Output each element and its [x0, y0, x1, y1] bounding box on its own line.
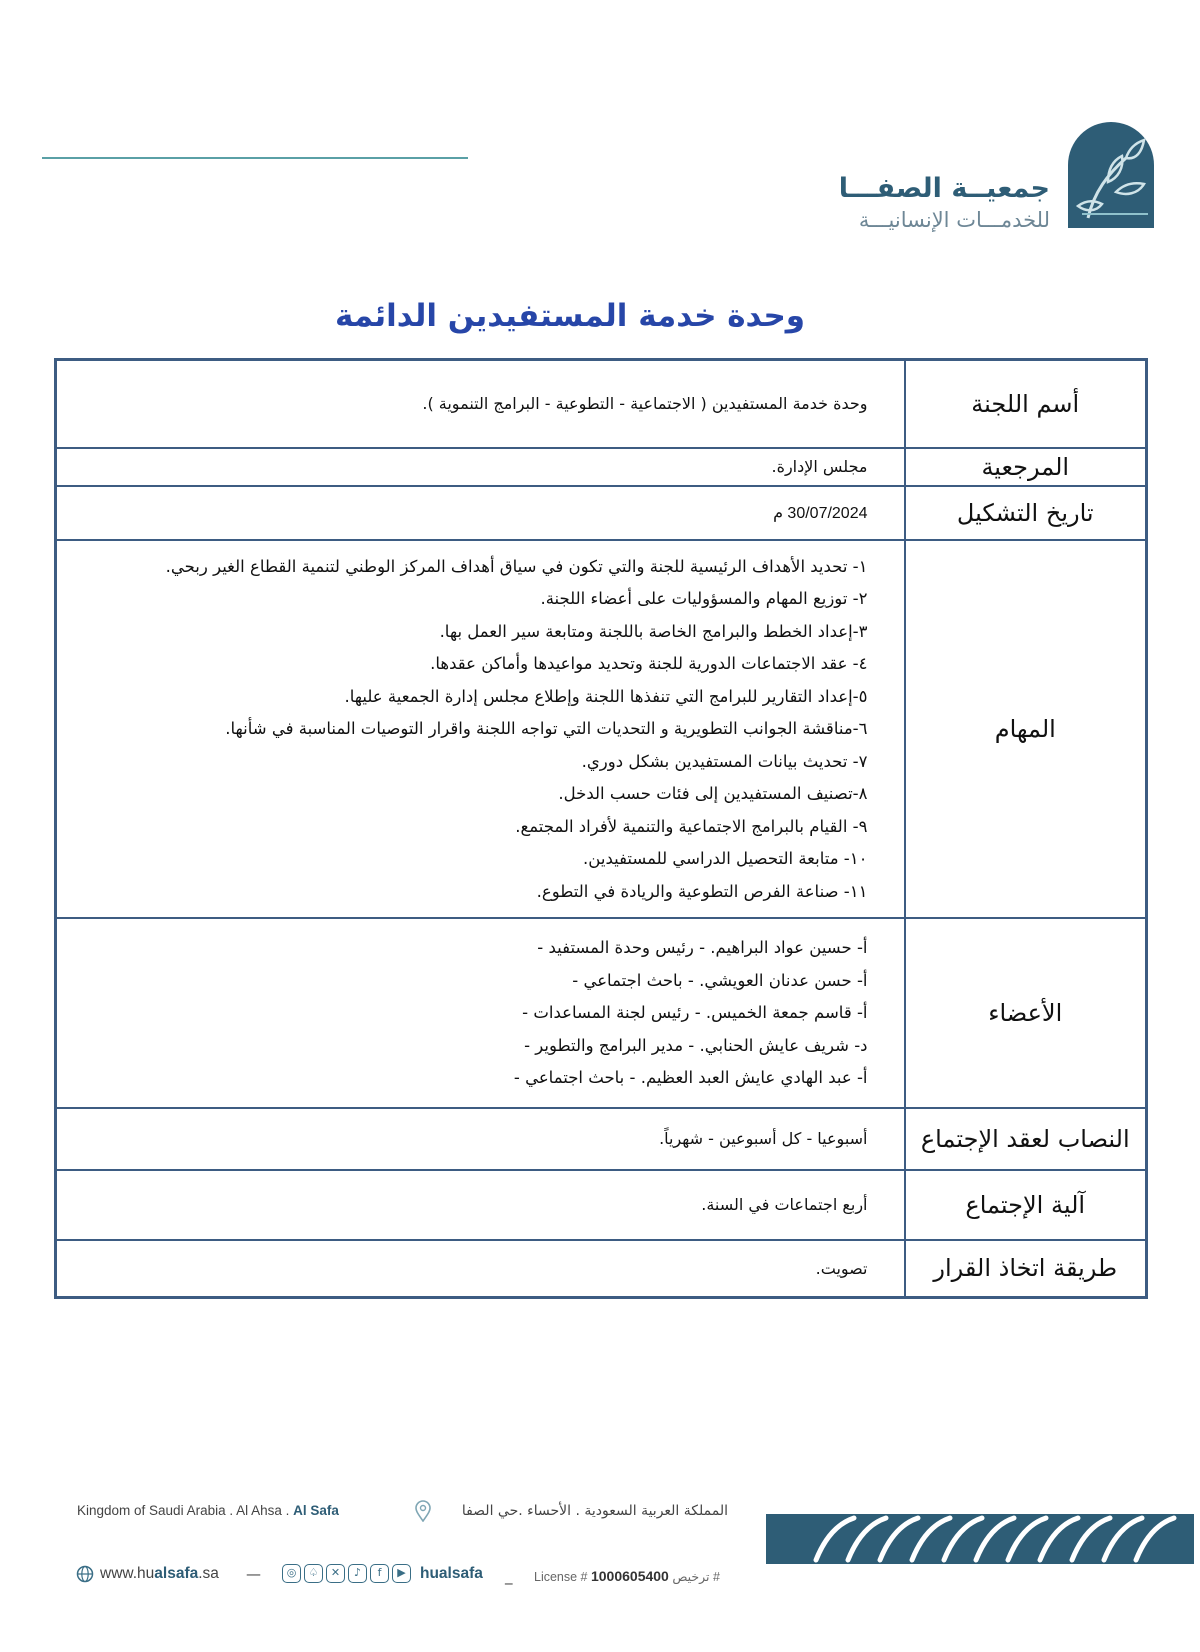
list-item: ٤- عقد الاجتماعات الدورية للجنة وتحديد مواعيدها وأماكن عقدها.: [430, 654, 868, 674]
address-arabic: المملكة العربية السعودية . الأحساء .حي الصفا: [461, 1503, 728, 1519]
x-icon[interactable]: ✕: [326, 1564, 345, 1583]
row-label-date: تاريخ التشكيل: [905, 486, 1147, 540]
row-label-quorum: النصاب لعقد الإجتماع: [905, 1108, 1147, 1170]
address-english: [77, 1503, 339, 1518]
footer-separator: —: [246, 1565, 261, 1583]
list-item: ١- تحديد الأهداف الرئيسية للجنة والتي تكون في سياق أهداف المركز الوطني لتنمية القطاع الغير ربحي.: [165, 556, 868, 576]
instagram-icon[interactable]: ◎: [282, 1564, 301, 1583]
row-label-decision: طريقة اتخاذ القرار: [905, 1240, 1147, 1298]
list-item: أ- حسين عواد البراهيم. - رئيس وحدة المستفيد -: [537, 938, 868, 958]
row-label-reference: المرجعية: [905, 448, 1147, 486]
list-item: ٦-مناقشة الجوانب التطويرية و التحديات التي تواجه اللجنة واقرار التوصيات المناسبة في شأنها.: [225, 719, 868, 739]
table-row: [56, 486, 1147, 540]
footer-stripe-pattern: [766, 1514, 1194, 1564]
footer-separator: _: [505, 1567, 513, 1585]
youtube-icon[interactable]: ▶: [392, 1564, 411, 1583]
row-value-decision: تصويت.: [56, 1240, 905, 1298]
list-item: ٨-تصنيف المستفيدين إلى فئات حسب الدخل.: [558, 784, 868, 804]
org-subtitle: للخدمـــات الإنسانيـــة: [858, 208, 1050, 232]
row-value-members: [56, 918, 905, 1108]
list-item: ١٠- متابعة التحصيل الدراسي للمستفيدين.: [583, 849, 868, 869]
tasks-list: [75, 541, 868, 917]
list-item: أ- عبد الهادي عايش العبد العظيم. - باحث اجتماعي -: [513, 1068, 868, 1088]
row-value-date: 30/07/2024 م: [56, 486, 905, 540]
table-row: [56, 1240, 1147, 1298]
table-row: [56, 540, 1147, 918]
header-divider-line: [42, 157, 468, 159]
table-row: [56, 360, 1147, 448]
tiktok-icon[interactable]: ♪: [348, 1564, 367, 1583]
list-item: ٢- توزيع المهام والمسؤوليات على أعضاء اللجنة.: [540, 589, 868, 609]
list-item: ٩- القيام بالبرامج الاجتماعية والتنمية لأفراد المجتمع.: [515, 816, 868, 836]
list-item: د- شريف عايش الحنابي. - مدير البرامج والتطوير -: [524, 1035, 868, 1055]
website-link[interactable]: [100, 1565, 219, 1583]
snapchat-icon[interactable]: ♤: [304, 1564, 323, 1583]
row-label-members: الأعضاء: [905, 918, 1147, 1108]
list-item: أ- حسن عدنان العويشي. - باحث اجتماعي -: [572, 970, 868, 990]
committee-table: [54, 358, 1148, 1299]
list-item: ٧- تحديث بيانات المستفيدين بشكل دوري.: [581, 751, 868, 771]
leaf-logo-icon: [1068, 122, 1154, 228]
row-value-tasks: [56, 540, 905, 918]
facebook-icon[interactable]: f: [370, 1564, 389, 1583]
social-icons: [282, 1564, 411, 1583]
license-label: License #: [534, 1570, 591, 1584]
members-list: [75, 922, 868, 1103]
table-row: [56, 918, 1147, 1108]
table-row: [56, 1170, 1147, 1240]
address-english-text: Kingdom of Saudi Arabia . Al Ahsa .: [77, 1503, 294, 1518]
license-value: 1000605400: [590, 1568, 669, 1584]
document-title: وحدة خدمة المستفيدين الدائمة: [334, 298, 806, 334]
page-footer: [0, 1490, 1200, 1620]
table-row: [56, 448, 1147, 486]
row-label-mechanism: آلية الإجتماع: [905, 1170, 1147, 1240]
row-value-quorum: أسبوعيا - كل أسبوعين - شهرياً.: [56, 1108, 905, 1170]
row-value-mechanism: أربع اجتماعات في السنة.: [56, 1170, 905, 1240]
website-prefix: www.hu: [100, 1565, 155, 1582]
org-name: جمعيــة الصفـــا: [838, 173, 1050, 204]
org-logo-text: [839, 172, 1050, 234]
list-item: ١١- صناعة الفرص التطوعية والريادة في التطوع.: [536, 881, 868, 901]
table-row: [56, 1108, 1147, 1170]
globe-icon: [76, 1565, 94, 1583]
location-pin-icon: [414, 1500, 432, 1522]
social-handle: hualsafa: [420, 1565, 483, 1582]
row-value-reference: مجلس الإدارة.: [56, 448, 905, 486]
list-item: ٣-إعداد الخطط والبرامج الخاصة باللجنة ومتابعة سير العمل بها.: [439, 621, 868, 641]
row-label-tasks: المهام: [905, 540, 1147, 918]
license-label-arabic: ترخيص #: [668, 1570, 720, 1584]
row-value-name: وحدة خدمة المستفيدين ( الاجتماعية - التطوعية - البرامج التنموية ).: [56, 360, 905, 448]
website-suffix: .sa: [198, 1565, 219, 1582]
license-number: [534, 1568, 720, 1584]
list-item: أ- قاسم جمعة الخميس. - رئيس لجنة المساعدات -: [522, 1003, 868, 1023]
address-english-district: Al Safa: [293, 1503, 339, 1518]
row-label-name: أسم اللجنة: [905, 360, 1147, 448]
website-name: alsafa: [154, 1565, 199, 1582]
list-item: ٥-إعداد التقارير للبرامج التي تنفذها اللجنة وإطلاع مجلس إدارة الجمعية عليها.: [344, 686, 868, 706]
